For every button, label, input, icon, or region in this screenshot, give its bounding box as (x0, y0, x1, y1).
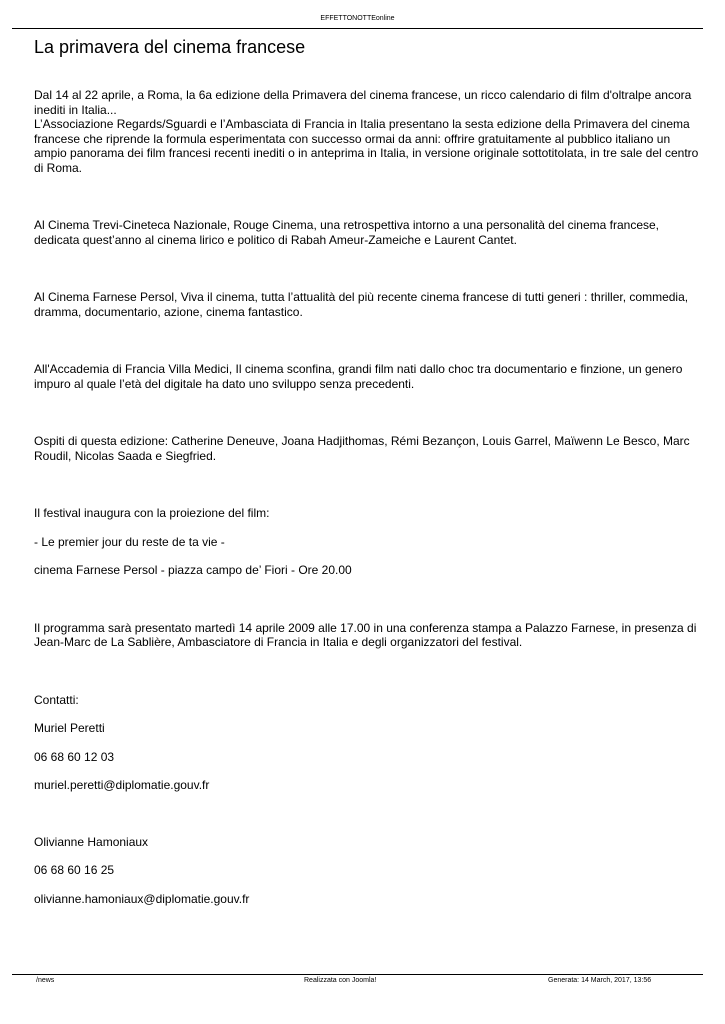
intro-paragraph: Dal 14 al 22 aprile, a Roma, la 6a edizione della Primavera del cinema francese, un ricco calendario di film d'oltralpe ancora inediti in Italia... (34, 88, 692, 117)
opening-film: - Le premier jour du reste de ta vie - (34, 534, 225, 549)
opening-venue: cinema Farnese Persol - piazza campo de’ Fiori - Ore 20.00 (34, 563, 352, 577)
contact-name: Olivianne Hamoniaux (34, 834, 149, 849)
contact-phone: 06 68 60 12 03 (34, 749, 115, 764)
opening-paragraph: Il festival inaugura con la proiezione del film: (34, 506, 270, 520)
header-divider (12, 28, 703, 29)
site-header: EFFETTONOTTEonline (320, 15, 395, 22)
guests-paragraph: Ospiti di questa edizione: Catherine Deneuve, Joana Hadjithomas, Rémi Bezançon, Louis Garrel, Maïwenn Le Besco, Marc Roudil, Nicolas Saada e Siegfried. (34, 434, 690, 463)
article-title: La primavera del cinema francese (34, 37, 306, 57)
press-conference-paragraph: Il programma sarà presentato martedì 14 aprile 2009 alle 17.00 in una conferenza stampa a Palazzo Farnese, in presenza di Jean-Marc de La Sablière, Ambasciatore di Francia in Italia e degli organizzatori del festival. (34, 620, 697, 649)
farnese-paragraph: Al Cinema Farnese Persol, Viva il cinema, tutta l’attualità del più recente cinema francese di tutti generi : thriller, commedia, dramma, documentario, azione, cinema fantastico. (34, 290, 689, 319)
footer-path: /news (36, 977, 55, 984)
trevi-paragraph: Al Cinema Trevi-Cineteca Nazionale, Rouge Cinema, una retrospettiva intorno a una personalità del cinema francese, dedicata quest’anno al cinema lirico e politico di Rabah Ameur-Zameiche e Laurent Cantet. (34, 218, 660, 247)
footer-generated-date: Generata: 14 March, 2017, 13:56 (548, 977, 652, 984)
article-body (34, 88, 706, 906)
contacts-label: Contatti: (34, 692, 79, 707)
contact-name: Muriel Peretti (34, 721, 105, 735)
contact-email: muriel.peretti@diplomatie.gouv.fr (34, 778, 210, 792)
contact-phone: 06 68 60 16 25 (34, 863, 115, 877)
contact-email: olivianne.hamoniaux@diplomatie.gouv.fr (34, 891, 250, 906)
footer-divider (12, 974, 703, 975)
footer-credit: Realizzata con Joomla! (304, 977, 377, 984)
association-paragraph: L’Associazione Regards/Sguardi e l’Ambasciata di Francia in Italia presentano la sesta edizione della Primavera del cinema francese che riprende la formula esperimentata con successo ormai da anni: offrire gratuitamente al pubblico italiano un ampio panorama dei film francesi recenti inediti o in anteprima in Italia, in versione originale sottotitolata, in tre sale del centro di Roma. (34, 117, 699, 175)
accademia-paragraph: All'Accademia di Francia Villa Medici, Il cinema sconfina, grandi film nati dallo choc tra documentario e finzione, un genero impuro al quale l’età del digitale ha dato uno sviluppo senza precedenti. (34, 362, 683, 391)
